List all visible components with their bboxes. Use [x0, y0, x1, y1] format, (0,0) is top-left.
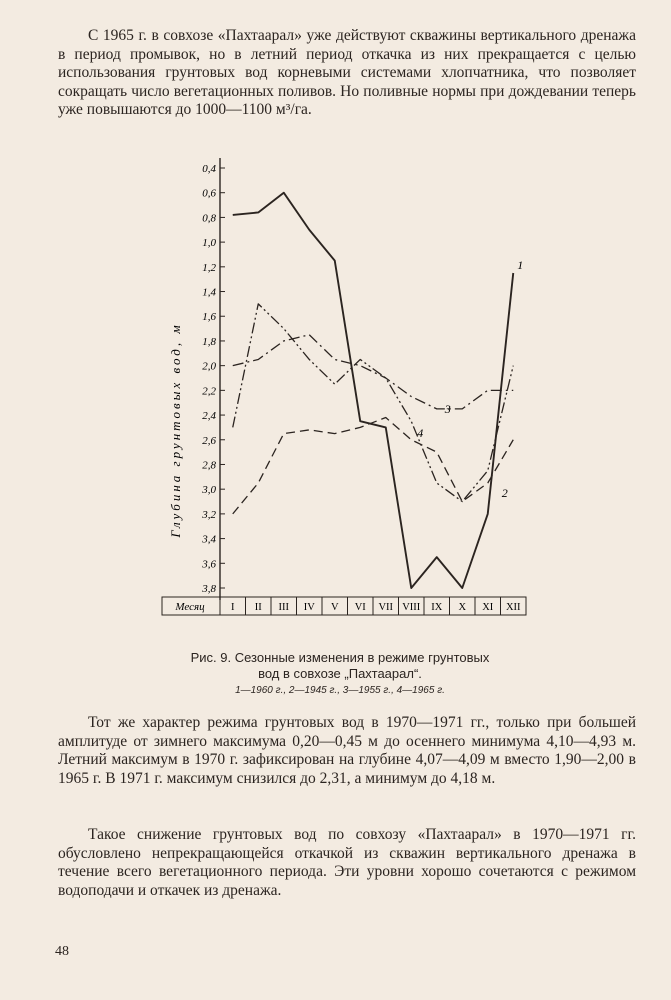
series-line-2 [233, 418, 514, 514]
x-tick-label: VIII [402, 602, 421, 613]
paragraph-intro: С 1965 г. в совхозе «Пахтаарал» уже действуют скважины вертикального дренажа в период промывок, но в летний период откачка из них прекращается с целью использования грунтовых вод корневыми системами хлопчатника, что позволяет сокращать число вегетационных поливов. Но поливные нормы при дождевании теперь уже повышаются до 1000—1100 м³/га. [58, 27, 636, 118]
figure-caption [140, 650, 540, 682]
series-line-1 [233, 193, 514, 588]
y-tick-label: 1,0 [202, 237, 216, 250]
series-label-3: 3 [444, 401, 451, 416]
x-tick-label: XI [482, 602, 494, 613]
figure-caption-line1: Рис. 9. Сезонные изменения в режиме грунтовых [190, 650, 490, 665]
y-axis [201, 158, 225, 600]
y-tick-label: 3,6 [202, 558, 216, 571]
series-label-2: 2 [501, 486, 508, 500]
page-number: 48 [55, 944, 69, 959]
x-axis-header: Месяц [175, 601, 205, 613]
y-tick-label: 2,4 [202, 410, 216, 423]
y-axis-label: Глубина грунтовых вод, м [168, 322, 183, 538]
y-tick-label: 0,4 [202, 163, 216, 175]
figure-legend: 1—1960 г., 2—1945 г., 3—1955 г., 4—1965 г. [235, 685, 445, 696]
x-tick-label: V [330, 602, 339, 613]
chart-series [233, 193, 524, 588]
paragraph-body-2: Такое снижение грунтовых вод по совхозу «Пахтаарал» в 1970—1971 гг. обусловлено непрекращающейся откачкой из скважин вертикального дренажа в течение всего вегетационного периода. Эти уровни хорошо сочетаются с режимом водоподачи и откачек из дренажа. [58, 826, 636, 899]
x-tick-label: XII [505, 602, 521, 613]
y-tick-label: 0,6 [202, 187, 216, 200]
y-tick-label: 2,0 [202, 360, 216, 373]
y-tick-label: 3,2 [202, 508, 216, 521]
y-tick-label: 2,8 [202, 459, 216, 472]
x-tick-label: II [254, 602, 262, 613]
series-label-4: 4 [417, 426, 424, 441]
x-tick-label: VI [354, 602, 366, 613]
y-tick-label: 3,4 [202, 533, 216, 546]
y-tick-label: 1,8 [202, 335, 216, 348]
paragraph-body-1: Тот же характер режима грунтовых вод в 1970—1971 гг., только при большей амплитуде от зимнего максимума 0,20—0,45 м до осеннего минимума 4,10—4,93 м. Летний максимум в 1970 г. зафиксирован на глубине 4,07—4,09 м вместо 1,90—2,00 в 1965 г. В 1971 г. максимум снизился до 2,31, а минимум до 4,18 м. [58, 714, 636, 787]
y-tick-label: 1,6 [202, 311, 216, 324]
y-tick-label: 0,8 [202, 212, 216, 225]
x-tick-label: X [458, 602, 467, 613]
y-tick-label: 3,8 [202, 583, 216, 595]
x-tick-label: III [278, 602, 289, 613]
x-tick-label: IX [431, 602, 443, 613]
series-line-4 [233, 304, 514, 502]
series-label-1: 1 [517, 258, 524, 272]
figure-caption-line2: вод в совхозе „Пахтаарал“. [258, 666, 422, 681]
y-tick-label: 2,6 [202, 434, 216, 447]
y-tick-label: 1,4 [202, 286, 216, 299]
y-tick-label: 1,2 [202, 261, 216, 274]
y-tick-label: 2,2 [202, 385, 216, 398]
x-tick-label: I [231, 602, 235, 613]
series-line-3 [233, 335, 514, 409]
month-row [162, 597, 526, 615]
groundwater-chart [160, 150, 530, 625]
x-axis [162, 597, 526, 615]
x-tick-label: IV [303, 602, 315, 613]
y-tick-label: 3,0 [202, 484, 216, 497]
x-tick-label: VII [378, 602, 394, 613]
